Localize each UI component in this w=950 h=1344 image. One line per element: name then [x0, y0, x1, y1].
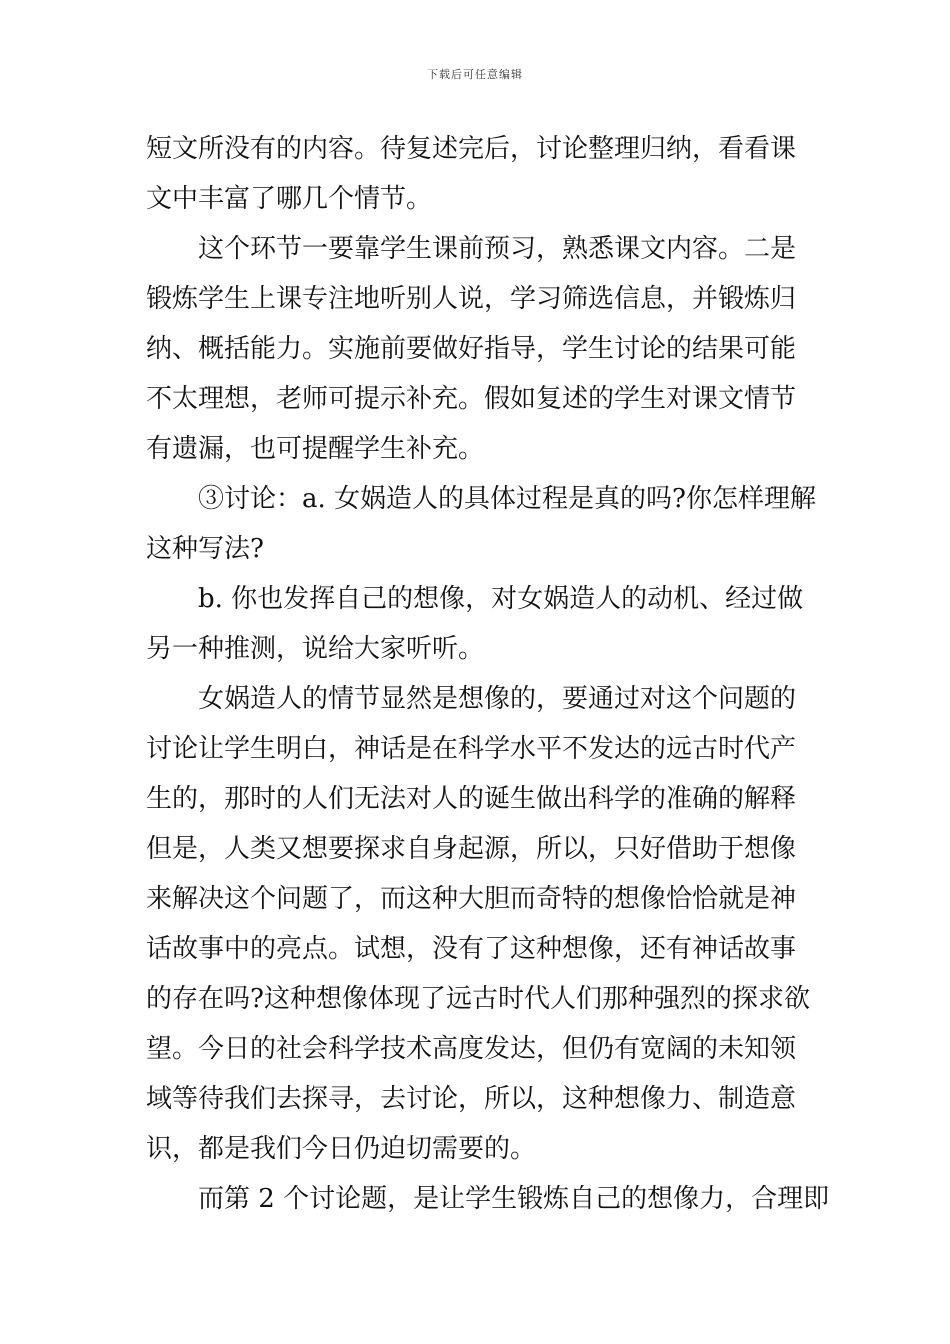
text-line: 纳、概括能力。实施前要做好指导，学生讨论的结果可能 [146, 334, 797, 364]
text-line: 锻炼学生上课专注地听别人说，学习筛选信息，并锻炼归 [146, 284, 797, 314]
text-line: 文中丰富了哪几个情节。 [146, 184, 433, 214]
text-line: 而第 2 个讨论题，是让学生锻炼自己的想像力，合理即 [198, 1184, 830, 1214]
text-line: 讨论让学生明白，神话是在科学水平不发达的远古时代产 [146, 734, 797, 764]
text-line: 生的，那时的人们无法对人的诞生做出科学的准确的解释 [146, 784, 797, 814]
text-line: 域等待我们去探寻，去讨论，所以，这种想像力、制造意 [146, 1084, 797, 1114]
text-line: 另一种推测，说给大家听听。 [146, 634, 485, 664]
text-line: 有遗漏，也可提醒学生补充。 [146, 434, 485, 464]
text-line: 来解决这个问题了，而这种大胆而奇特的想像恰恰就是神 [146, 884, 797, 914]
text-line: 这种写法? [146, 534, 264, 564]
text-line: 短文所没有的内容。待复述完后，讨论整理归纳，看看课 [146, 134, 797, 164]
text-line: 话故事中的亮点。试想，没有了这种想像，还有神话故事 [146, 934, 797, 964]
text-line: 这个环节一要靠学生课前预习，熟悉课文内容。二是 [198, 234, 797, 264]
text-line: ③讨论：a. 女娲造人的具体过程是真的吗?你怎样理解 [198, 484, 816, 514]
text-line: 但是，人类又想要探求自身起源，所以，只好借助于想像 [146, 834, 797, 864]
text-line: 女娲造人的情节显然是想像的，要通过对这个问题的 [198, 684, 797, 714]
text-line: 的存在吗?这种想像体现了远古时代人们那种强烈的探求欲 [146, 984, 810, 1014]
text-line: b. 你也发挥自己的想像，对女娲造人的动机、经过做 [198, 584, 804, 614]
text-line: 识，都是我们今日仍迫切需要的。 [146, 1134, 537, 1164]
text-line: 不太理想，老师可提示补充。假如复述的学生对课文情节 [146, 384, 797, 414]
text-line: 望。今日的社会科学技术高度发达，但仍有宽阔的未知领 [146, 1034, 797, 1064]
page-header: 下载后可任意编辑 [427, 68, 523, 81]
